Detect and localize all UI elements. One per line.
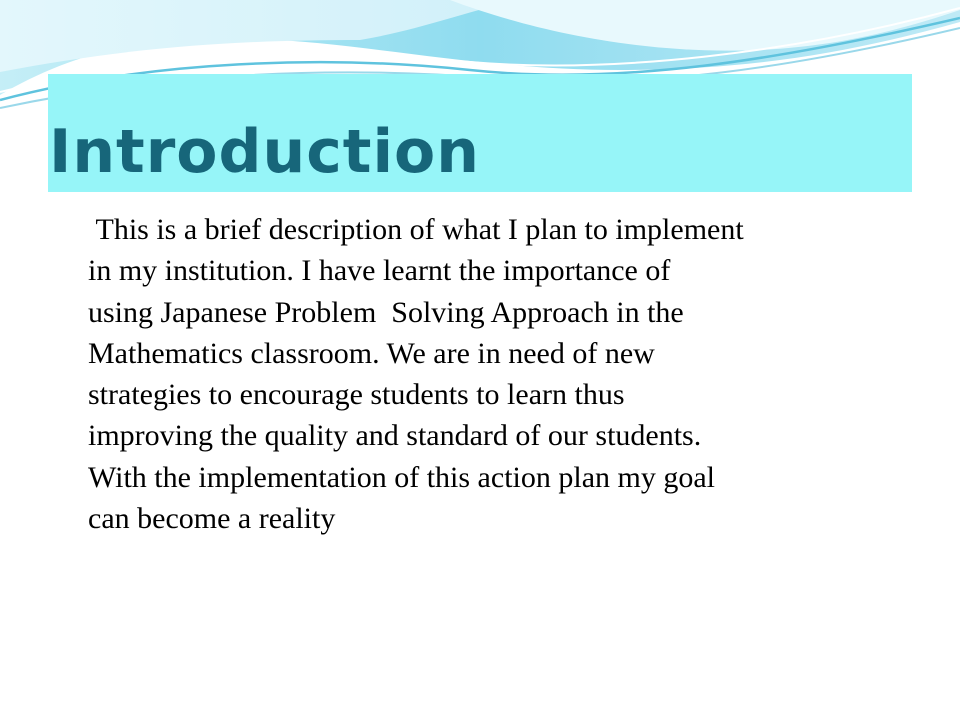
body-line: can become a reality bbox=[88, 502, 336, 536]
body-line: strategies to encourage students to learn thus bbox=[88, 378, 625, 412]
slide-body bbox=[88, 209, 908, 539]
body-line: improving the quality and standard of our students. bbox=[88, 419, 702, 453]
body-line: With the implementation of this action plan my goal bbox=[88, 460, 715, 494]
slide-title: Introduction bbox=[49, 117, 480, 187]
body-line: Mathematics classroom. We are in need of new bbox=[88, 336, 655, 370]
body-line: using Japanese Problem Solving Approach in the bbox=[88, 295, 684, 329]
body-line: in my institution. I have learnt the importance of bbox=[88, 254, 671, 288]
body-line: This is a brief description of what I plan to implement bbox=[88, 213, 744, 246]
